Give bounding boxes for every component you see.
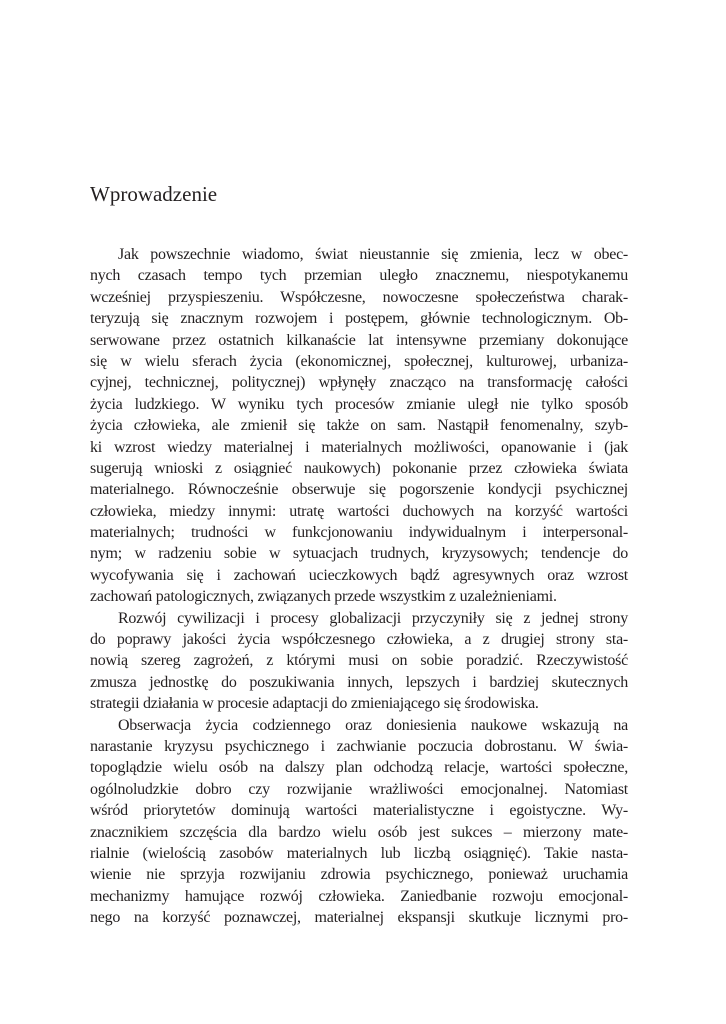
text-line: strategii działania w procesie adaptacji do zmieniającego się środowiska. [90, 695, 539, 713]
text-line: Obserwacja życia codziennego oraz doniesienia naukowe wskazują na [118, 716, 628, 734]
text-line: narastanie kryzysu psychicznego i zachwianie poczucia dobrostanu. W świa- [90, 737, 628, 755]
text-line: się w wielu sferach życia (ekonomicznej, społecznej, kulturowej, urbaniza- [90, 352, 628, 370]
text-line: życia ludzkiego. W wyniku tych procesów zmianie uległ nie tylko sposób [90, 395, 628, 413]
text-line: do poprawy jakości życia współczesnego człowieka, a z drugiej strony sta- [90, 631, 628, 649]
text-line: zmusza jednostkę do poszukiwania innych, lepszych i bardziej skutecznych [90, 673, 628, 691]
text-line: człowieka, miedzy innymi: utratę wartości duchowych na korzyść wartości [90, 502, 628, 520]
text-line: ki wzrost wiedzy materialnej i materialnych możliwości, opanowanie i (jak [90, 438, 628, 456]
text-line: materialnych; trudności w funkcjonowaniu indywidualnym i interpersonal- [90, 524, 628, 542]
text-line: Jak powszechnie wiadomo, świat nieustannie się zmienia, lecz w obec- [118, 246, 628, 263]
text-line: Rozwój cywilizacji i procesy globalizacji przyczyniły się z jednej strony [118, 609, 628, 627]
body-text [90, 244, 628, 929]
text-line: zachowań patologicznych, związanych przede wszystkim z uzależnieniami. [90, 588, 557, 606]
text-line: teryzują się znacznym rozwojem i postępem, głównie technologicznym. Ob- [90, 310, 628, 328]
text-line: nym; w radzeniu sobie w sytuacjach trudnych, kryzysowych; tendencje do [90, 545, 628, 563]
text-line: wcześniej przyspieszeniu. Współczesne, nowoczesne społeczeństwa charak- [90, 288, 628, 306]
text-line: wienie nie sprzyja rozwijaniu zdrowia psychicznego, ponieważ uruchamia [90, 866, 628, 884]
text-line: znacznikiem szczęścia dla bardzo wielu osób jest sukces – mierzony mate- [90, 823, 628, 841]
chapter-title: Wprowadzenie [90, 182, 218, 206]
text-line: materialnego. Równocześnie obserwuje się pogorszenie kondycji psychicznej [90, 481, 628, 499]
text-line: nych czasach tempo tych przemian uległo znacznemu, niespotykanemu [90, 267, 628, 285]
text-line: topoglądzie wielu osób na dalszy plan odchodzą relacje, wartości społeczne, [90, 759, 628, 777]
text-line: życia człowieka, ale zmienił się także on sam. Nastąpił fenomenalny, szyb- [90, 417, 628, 435]
text-line: nego na korzyść poznawczej, materialnej ekspansji skutkuje licznymi pro- [90, 909, 628, 927]
text-line: cyjnej, technicznej, politycznej) wpłynęły znacząco na transformację całości [90, 374, 628, 392]
text-line: nowią szereg zagrożeń, z którymi musi on sobie poradzić. Rzeczywistość [90, 652, 628, 670]
text-line: mechanizmy hamujące rozwój człowieka. Zaniedbanie rozwoju emocjonal- [90, 887, 628, 905]
text-line: wycofywania się i zachowań ucieczkowych bądź agresywnych oraz wzrost [90, 566, 628, 584]
text-line: rialnie (wielością zasobów materialnych lub liczbą osiągnięć). Takie nasta- [90, 844, 628, 862]
text-line: wśród priorytetów dominują wartości materialistyczne i egoistyczne. Wy- [90, 802, 628, 820]
text-line: serwowane przez ostatnich kilkanaście lat intensywne przemiany dokonujące [90, 331, 628, 349]
text-line: ogólnoludzkie dobro czy rozwijanie wrażliwości emocjonalnej. Natomiast [90, 780, 628, 798]
text-line: sugerują wnioski z osiągnieć naukowych) pokonanie przez człowieka świata [90, 459, 628, 477]
